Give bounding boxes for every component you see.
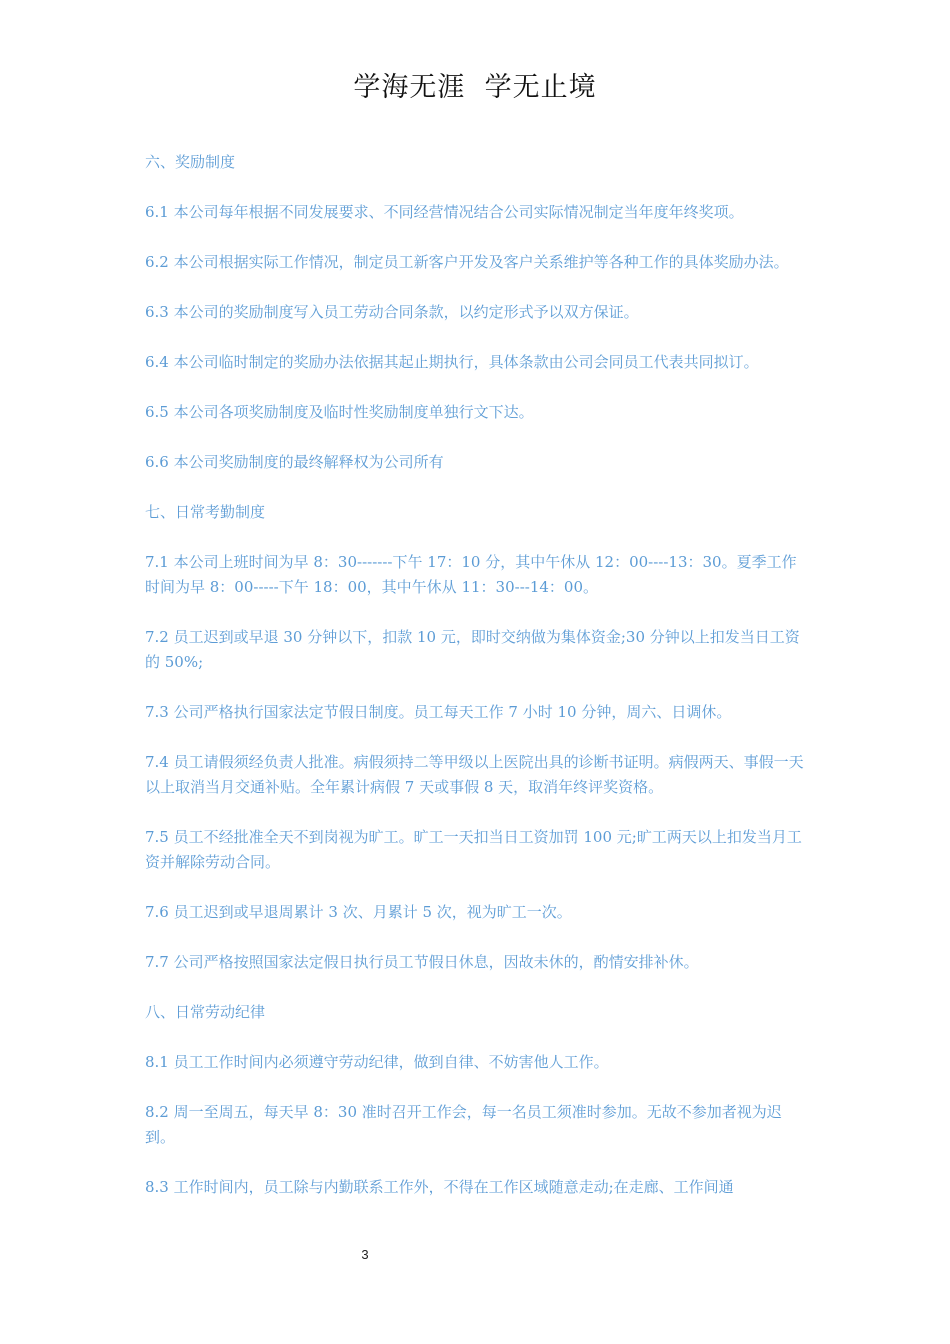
section-heading-rewards: 六、奖励制度 <box>145 153 236 171</box>
document-body <box>145 150 810 1225</box>
paragraph-6-2: 6.2 本公司根据实际工作情况，制定员工新客户开发及客户关系维护等各种工作的具体奖励办法。 <box>145 253 789 271</box>
paragraph-7-3: 7.3 公司严格执行国家法定节假日制度。员工每天工作 7 小时 10 分钟，周六、日调休。 <box>145 703 732 721</box>
paragraph-6-6: 6.6 本公司奖励制度的最终解释权为公司所有 <box>145 453 444 471</box>
page-number: 3 <box>361 1247 369 1262</box>
paragraph-7-1: 7.1 本公司上班时间为早 8：30-------下午 17：10 分，其中午休从 12：00----13：30。夏季工作时间为早 8：00-----下午 18：00，其中午休从 11：30---14：00。 <box>145 553 797 596</box>
paragraph-8-1: 8.1 员工工作时间内必须遵守劳动纪律，做到自律、不妨害他人工作。 <box>145 1053 609 1071</box>
paragraph-6-1: 6.1 本公司每年根据不同发展要求、不同经营情况结合公司实际情况制定当年度年终奖项。 <box>145 203 744 221</box>
paragraph-6-3: 6.3 本公司的奖励制度写入员工劳动合同条款，以约定形式予以双方保证。 <box>145 303 639 321</box>
paragraph-7-7: 7.7 公司严格按照国家法定假日执行员工节假日休息，因故未休的，酌情安排补休。 <box>145 953 699 971</box>
section-heading-attendance: 七、日常考勤制度 <box>145 503 266 521</box>
page-title: 学海无涯 学无止境 <box>353 72 597 103</box>
paragraph-7-6: 7.6 员工迟到或早退周累计 3 次、月累计 5 次，视为旷工一次。 <box>145 903 572 921</box>
section-heading-discipline: 八、日常劳动纪律 <box>145 1003 266 1021</box>
paragraph-8-3: 8.3 工作时间内，员工除与内勤联系工作外，不得在工作区域随意走动;在走廊、工作间通 <box>145 1178 734 1196</box>
paragraph-7-5: 7.5 员工不经批准全天不到岗视为旷工。旷工一天扣当日工资加罚 100 元;旷工两天以上扣发当月工资并解除劳动合同。 <box>145 828 802 871</box>
paragraph-7-4: 7.4 员工请假须经负责人批准。病假须持二等甲级以上医院出具的诊断书证明。病假两天、事假一天以上取消当月交通补贴。全年累计病假 7 天或事假 8 天，取消年终评奖资格。 <box>145 753 804 796</box>
paragraph-8-2: 8.2 周一至周五，每天早 8：30 准时召开工作会，每一名员工须准时参加。无故不参加者视为迟到。 <box>145 1103 782 1146</box>
paragraph-6-4: 6.4 本公司临时制定的奖励办法依据其起止期执行，具体条款由公司会同员工代表共同拟订。 <box>145 353 759 371</box>
paragraph-7-2: 7.2 员工迟到或早退 30 分钟以下，扣款 10 元，即时交纳做为集体资金;30 分钟以上扣发当日工资的 50%; <box>145 628 800 671</box>
paragraph-6-5: 6.5 本公司各项奖励制度及临时性奖励制度单独行文下达。 <box>145 403 534 421</box>
